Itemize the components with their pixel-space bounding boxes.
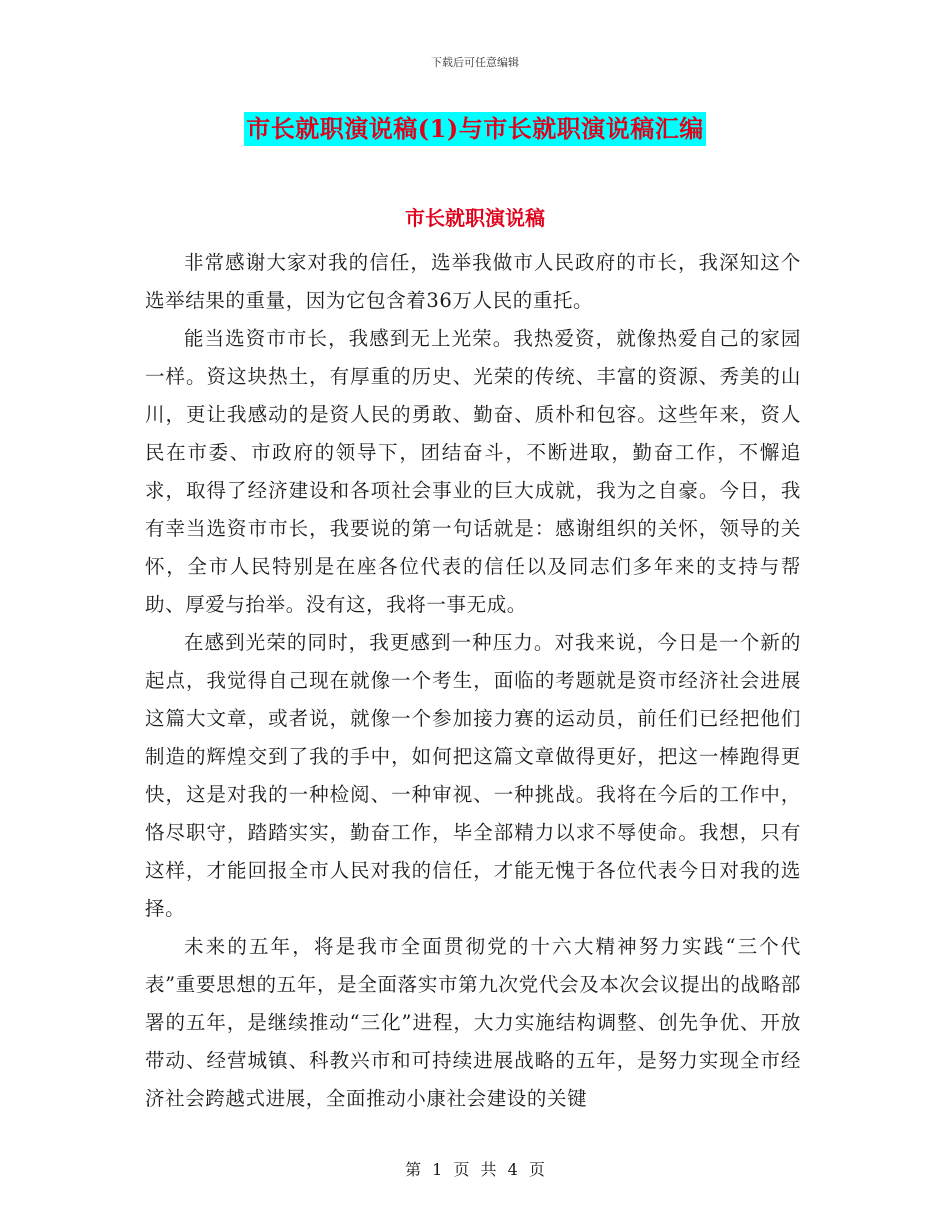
- paragraph: 在感到光荣的同时，我更感到一种压力。对我来说，今日是一个新的起点，我觉得自己现在就像一个考生，面临的考题就是资市经济社会进展这篇大文章，或者说，就像一个参加接力赛的运动员，前任们已经把他们制造的辉煌交到了我的手中，如何把这篇文章做得更好，把这一棒跑得更快，这是对我的一种检阅、一种审视、一种挑战。我将在今后的工作中，恪尽职守，踏踏实实，勤奋工作，毕全部精力以求不辱使命。我想，只有这样，才能回报全市人民对我的信任，才能无愧于各位代表今日对我的选择。: [145, 631, 801, 920]
- page-header: 下载后可任意编辑: [431, 56, 519, 69]
- paragraph: 非常感谢大家对我的信任，选举我做市人民政府的市长，我深知这个选举结果的重量，因为它包含着36万人民的重托。: [145, 251, 801, 312]
- page-footer: 第 1 页 共 4 页: [405, 1160, 545, 1179]
- paragraph: 未来的五年，将是我市全面贯彻党的十六大精神努力实践“三个代表”重要思想的五年，是全面落实市第九次党代会及本次会议提出的战略部署的五年，是继续推动“三化”进程，大力实施结构调整、创先争优、开放带动、经营城镇、科教兴市和可持续进展战略的五年，是努力实现全市经济社会跨越式进展，全面推动小康社会建设的关键: [145, 935, 801, 1110]
- paragraph: 能当选资市市长，我感到无上光荣。我热爱资，就像热爱自己的家园一样。资这块热土，有厚重的历史、光荣的传统、丰富的资源、秀美的山川，更让我感动的是资人民的勇敢、勤奋、质朴和包容。这些年来，资人民在市委、市政府的领导下，团结奋斗，不断进取，勤奋工作，不懈追求，取得了经济建设和各项社会事业的巨大成就，我为之自豪。今日，我有幸当选资市市长，我要说的第一句话就是：感谢组织的关怀，领导的关怀，全市人民特别是在座各位代表的信任以及同志们多年来的支持与帮助、厚爱与抬举。没有这，我将一事无成。: [145, 327, 801, 616]
- document-title-text: 市长就职演说稿(1)与市长就职演说稿汇编: [244, 112, 705, 146]
- document-body: [145, 244, 801, 1118]
- document-title: [0, 112, 950, 146]
- section-title: 市长就职演说稿: [405, 206, 545, 230]
